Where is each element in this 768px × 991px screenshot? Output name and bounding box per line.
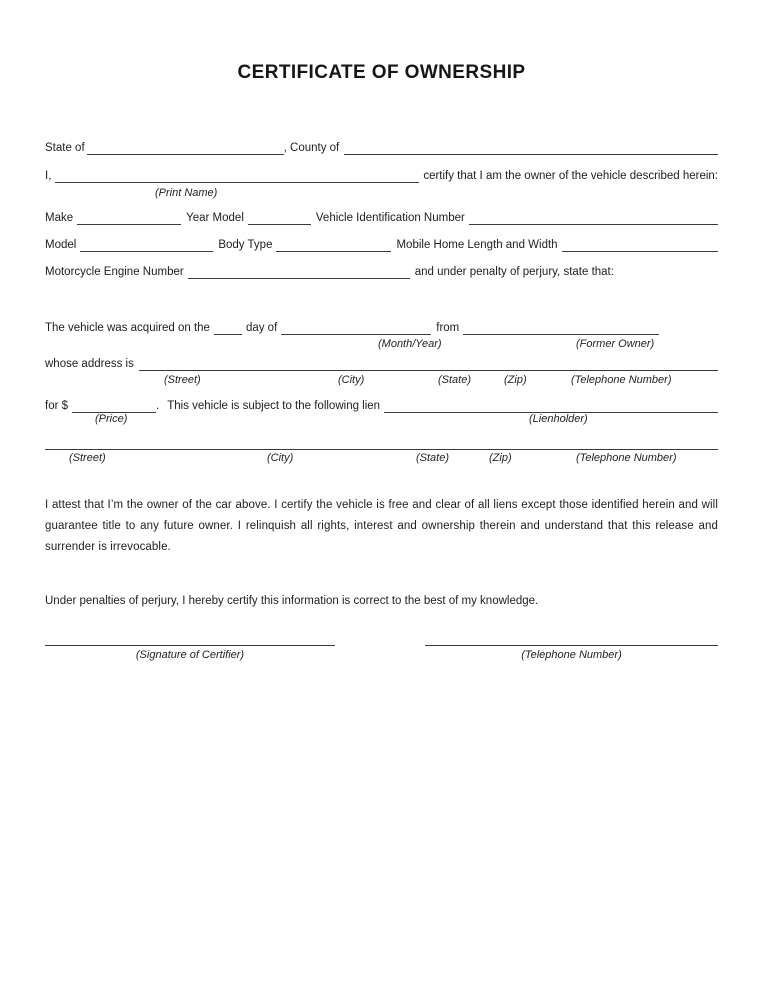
certify-text: certify that I am the owner of the vehicle described herein: [423,170,718,182]
acquired-row [45,321,718,335]
state-county-row [45,141,718,155]
telephone-hint: (Telephone Number) [521,649,622,661]
county-blank[interactable] [344,141,718,155]
lienholder-hint: (Lienholder) [529,413,588,425]
price-blank[interactable] [72,399,156,413]
signature-row [45,645,718,661]
price-lien-row [45,399,718,413]
day-blank[interactable] [214,321,242,335]
print-name-hint: (Print Name) [155,187,218,199]
signature-column [45,645,335,661]
zip-hint: (Zip) [489,452,512,464]
perjury-text: and under penalty of perjury, state that: [414,266,614,278]
make-row [45,211,718,225]
owner-address-hint-row [45,374,718,388]
attestation-paragraph: I attest that I’m the owner of the car above. I certify the vehicle is free and clear of all liens except those identified herein and will guarantee title to any future owner. I relinquish all rights, interest and ownership therein and understand that this release and surrender is irrevocable. [45,499,718,553]
mobile-home-label: Mobile Home Length and Width [396,239,558,251]
telephone-blank[interactable] [425,645,718,646]
owner-address-blank[interactable] [139,357,718,371]
telephone-column [425,645,718,661]
make-blank[interactable] [77,211,181,225]
certification-statement: Under penalties of perjury, I hereby certify this information is correct to the best of my knowledge. [45,595,539,607]
street-hint: (Street) [69,452,106,464]
signature-blank[interactable] [45,645,335,646]
state-hint: (State) [416,452,450,464]
signature-hint: (Signature of Certifier) [135,649,245,661]
page-title: CERTIFICATE OF OWNERSHIP [237,62,526,83]
print-name-hint-row [45,187,718,201]
city-hint: (City) [338,374,365,386]
price-hint: (Price) [95,413,128,425]
street-hint: (Street) [164,374,201,386]
year-model-blank[interactable] [248,211,311,225]
lienholder-blank[interactable] [384,399,718,413]
month-year-blank[interactable] [281,321,431,335]
state-blank[interactable] [87,141,284,155]
former-owner-blank[interactable] [463,321,659,335]
telephone-hint: (Telephone Number) [571,374,672,386]
engine-number-label: Motorcycle Engine Number [45,266,184,278]
owner-name-row [45,169,718,183]
owner-name-blank[interactable] [55,169,419,183]
county-of-label: , County of [283,142,340,154]
acquired-hint-row [45,338,718,352]
telephone-hint: (Telephone Number) [576,452,677,464]
former-owner-hint: (Former Owner) [576,338,655,350]
acquired-text: The vehicle was acquired on the [45,322,210,334]
whose-address-label: whose address is [45,358,134,370]
lienholder-address-blank[interactable] [45,449,718,450]
vin-label: Vehicle Identification Number [315,212,465,224]
engine-number-blank[interactable] [188,265,410,279]
owner-address-row [45,357,718,371]
engine-row [45,265,718,279]
city-hint: (City) [267,452,294,464]
model-row [45,238,718,252]
period-text: . [156,400,160,412]
for-price-label: for $ [45,400,69,412]
lien-text: This vehicle is subject to the following lien [167,400,381,412]
lienholder-address-hint-row [45,452,718,466]
body-type-blank[interactable] [276,238,391,252]
year-model-label: Year Model [186,212,244,224]
model-blank[interactable] [80,238,213,252]
make-label: Make [45,212,74,224]
from-label: from [436,322,460,334]
mobile-home-blank[interactable] [562,238,718,252]
model-label: Model [45,239,77,251]
i-label: I, [45,170,52,182]
price-lien-hint-row [45,413,718,427]
month-year-hint: (Month/Year) [378,338,442,350]
day-of-label: day of [245,322,278,334]
body-type-label: Body Type [218,239,273,251]
state-hint: (State) [438,374,472,386]
vin-blank[interactable] [469,211,718,225]
zip-hint: (Zip) [504,374,527,386]
state-of-label: State of [45,142,85,154]
